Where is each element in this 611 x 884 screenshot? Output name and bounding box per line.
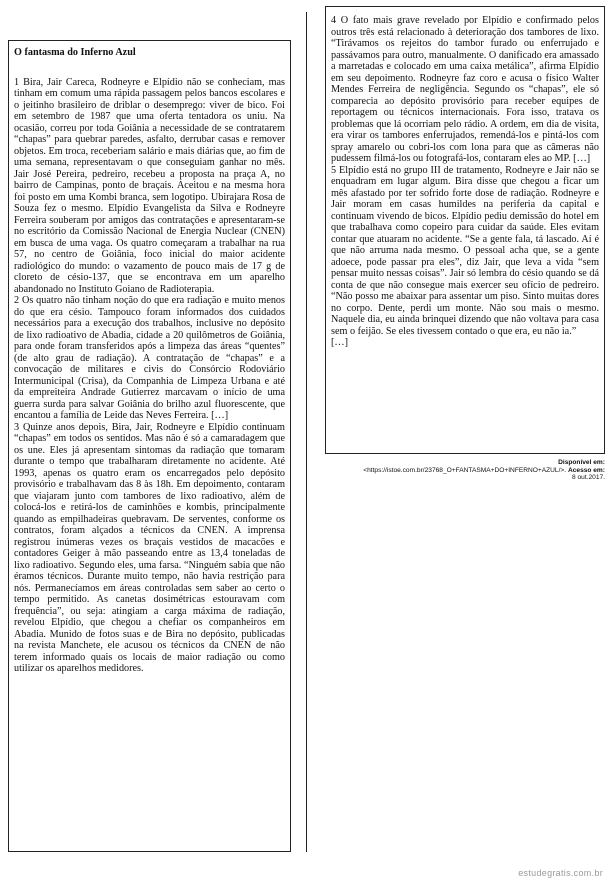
paragraph-3: 3 Quinze anos depois, Bira, Jair, Rodneyre e Elpídio continuam “chapas” em todos os sentidos. Mas não é só a camaradagem que os une. Eles já apresentam sintomas da radiação que tomaram durante o tempo que trabalharam diretamente no acidente. Até 1993, apenas os quatro eram os encarregados pelo depósito provisório e trabalhavam das 8 às 18h. Em depoimento, contaram que viajaram junto com tambores de lixo radioativo, além de colocá-los e retirá-los de caminhões e kombis, principalmente quando as empilhadeiras quebravam. De serventes, conforme os contratos, foram alçados a técnicos da CNEN. A imprensa registrou inúmeras vezes os braçais vestidos de macacões e contadores Geiger à mão passeando entre as 13,4 toneladas de lixo radioativo. Segundo eles, uma farsa. “Ninguém sabia que não éramos técnicos. Durante muito tempo, não havia restrição para nós. Permanecíamos em áreas controladas sem saber ao certo o tempo permitido. As canetas dosimétricas estouravam com frequência”, ou seja: atingiam a carga máxima de radiação, revelou Elpídio, que chegou a chefiar os companheiros em Abadia. Munido de fotos suas e de Bira no depósito, publicadas na revista Manchete, ele acusou os técnicos da CNEN de não terem informado quais os locais de maior radiação ou como utilizar os aparelhos medidores. — [14, 421, 285, 674]
column-divider — [306, 12, 307, 852]
source-citation — [325, 459, 605, 482]
source-label: Disponível em: — [558, 459, 605, 466]
paragraph-1: 1 Bira, Jair Careca, Rodneyre e Elpídio não se conheciam, mas tinham em comum uma rápida passagem pelos bancos escolares e o jeitinho brasileiro de driblar o desemprego: viver de bico. Foi em setembro de 1987 que uma oferta tentadora os uniu. Na ocasião, correu por toda Goiânia a necessidade de se contratarem “chapas” para quebrar paredes, asfalto, derrubar casas e remover objetos. Em troca, receberiam salário e mais diárias que, ao fim de uma semana, representavam o que conseguiam ganhar no mês. Jair José Pereira, pedreiro, recebeu a proposta na praça A, no bairro de Campinas, ponto de braçais. Aceitou e na mesma hora foi posto em uma Kombi branca, sem logotipo. Ubirajara Rosa de Souza fez o mesmo. Elpídio Evangelista da Silva e Rodneyre Ferreira souberam por amigos das contratações e apresentaram-se no escritório da Comissão Nacional de Energia Nuclear (CNEN) em busca de uma vaga. Os quatro começaram a trabalhar na rua 57, no centro de Goiânia, foco inicial do maior acidente radiológico do mundo: o vazamento de pouco mais de 17 g de cloreto de césio-137, que se encontrava em um aparelho abandonado no Instituto Goiano de Radioterapia. — [14, 76, 285, 295]
access-label: Acesso em: — [567, 466, 605, 474]
site-watermark: estudegratis.com.br — [518, 868, 603, 878]
article-title: O fantasma do Inferno Azul — [14, 47, 136, 58]
article-left-column — [8, 40, 291, 852]
article-right-column — [325, 6, 605, 454]
source-url[interactable]: <https://istoe.com.br/23768_O+FANTASMA+DO+INFERNO+AZUL/>. — [363, 466, 567, 474]
access-date: 8 out.2017. — [572, 474, 605, 482]
paragraph-4: 4 O fato mais grave revelado por Elpídio e confirmado pelos outros três está relacionado à deterioração dos tambores de lixo. “Tirávamos os rejeitos do tambor furado ou enferrujado e passávamos para outro, manualmente. O danificado era amassado a marretadas e colocado em uma caixa metálica”, afirma Elpídio em seu depoimento. Rodneyre faz coro e acusa o físico Walter Mendes Ferreira de negligência. Segundo os “chapas”, ele só comparecia ao depósito provisório para receber equipes de reportagem ou técnicos internacionais. Fora isso, tratava os problemas que lá ocorriam pelo rádio. A ordem, em dia de visita, era virar os tambores enferrujados, remendá-los e pintá-los com spray amarelo ou cobri-los com lona para que as câmeras não pudessem filmá-los ou fotografá-los, contaram eles ao MP. […] — [331, 15, 599, 164]
ellipsis: […] — [331, 337, 348, 348]
paragraph-5: 5 Elpídio está no grupo III de tratamento, Rodneyre e Jair não se enquadram em lugar algum. Bira disse que chegou a ficar um mês afastado por ter sofrido forte dose de radiação. Rodneyre e Jair moram em casas humildes na periferia da capital e continuam vivendo de bicos. Elpídio pediu demissão do hotel em que trabalhava como copeiro para cuidar da saúde. Eles evitam contar que atuaram no acidente. “Se a gente fala, tá lascado. Aí é que não arruma nada mesmo. O pessoal acha que, se a gente adoece, pode passar pra eles”, diz Jair, que leva a vida “sem pensar muito nessas coisas”. Jair só lembra do césio quando se dá conta de que não consegue mais exercer seu ofício de pedreiro. “Não posso me abaixar para assentar um piso. Sinto muitas dores no corpo. Dente, perdi um monte. Não sou mais o mesmo. Naquele dia, eu ainda brinquei dizendo que não voltava para casa sem o feijão. Se eles tivessem contado o que era, eu não ia.” — [331, 164, 599, 337]
paragraph-2: 2 Os quatro não tinham noção do que era radiação e muito menos do que era césio. Tampouco foram informados dos cuidados necessários para a execução dos trabalhos, inclusive no depósito de lixo radioativo de Abadia, cidade a 20 quilômetros de Goiânia, para onde foram transferidos após a limpeza das áreas “quentes” (de alto grau de radiação). A contratação de “chapas” e a convocação de militares e civis do Consórcio Rodoviário Intermunicipal (Crisa), da Companhia de Limpeza Urbana e até da empreiteira Andrade Gutierrez marcavam o início de uma guerra surda para salvar Goiânia do brilho azul fluorescente, que encantou a família de Leide das Neves Ferreira. […] — [14, 295, 285, 421]
